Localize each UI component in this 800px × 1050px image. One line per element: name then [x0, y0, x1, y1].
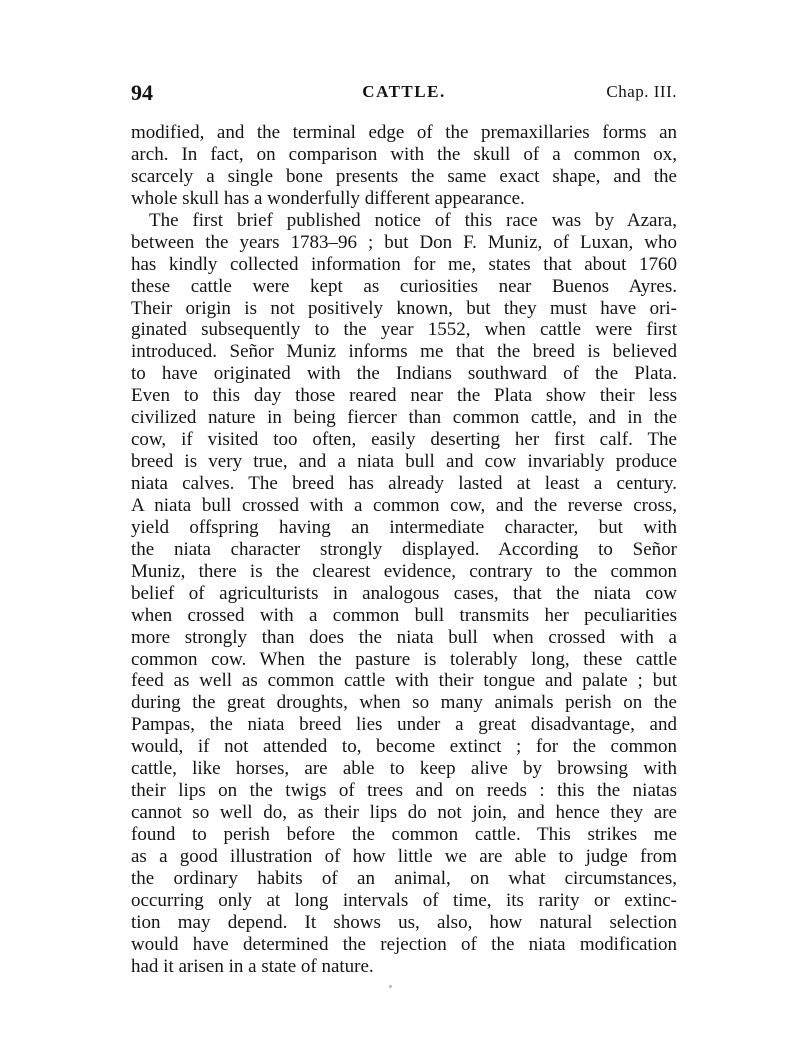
text-line: arch. In fact, on comparison with the skull of a common ox,	[131, 143, 677, 165]
text-line: to have originated with the Indians southward of the Plata.	[131, 363, 677, 385]
text-line: cow, if visited too often, easily deserting her first calf. The	[131, 429, 677, 451]
text-line: as a good illustration of how little we are able to judge from	[131, 845, 677, 867]
running-head	[131, 80, 677, 110]
text-line: civilized nature in being fiercer than common cattle, and in the	[131, 407, 677, 429]
page-number: 94	[131, 80, 153, 105]
text-line: feed as well as common cattle with their tongue and palate ; but	[131, 670, 677, 692]
text-line: had it arisen in a state of nature.	[131, 955, 374, 977]
text-line: during the great droughts, when so many animals perish on the	[131, 692, 677, 714]
paragraph-first-line: The first brief published notice of this race was by Azara,	[149, 209, 677, 231]
text-line: found to perish before the common cattle. This strikes me	[131, 824, 677, 845]
text-line: their lips on the twigs of trees and on reeds : this the niatas	[131, 780, 677, 802]
text-line: between the years 1783–96 ; but Don F. Muniz, of Luxan, who	[131, 231, 677, 253]
print-speck	[389, 985, 392, 988]
text-line: these cattle were kept as curiosities near Buenos Ayres.	[131, 275, 677, 297]
text-line: would have determined the rejection of the niata modification	[131, 933, 677, 955]
text-line: breed is very true, and a niata bull and cow invariably produce	[131, 451, 677, 473]
text-line: ginated subsequently to the year 1552, when cattle were first	[131, 319, 677, 341]
text-line: cannot so well do, as their lips do not join, and hence they are	[131, 802, 677, 824]
text-line: would, if not attended to, become extinct ; for the common	[131, 736, 677, 758]
text-line: Muniz, there is the clearest evidence, contrary to the common	[131, 560, 677, 582]
chapter-label: Chap. III.	[606, 82, 677, 101]
text-line: belief of agriculturists in analogous cases, that the niata cow	[131, 582, 677, 604]
text-line: more strongly than does the niata bull when crossed with a	[131, 626, 677, 648]
text-line: has kindly collected information for me, states that about 1760	[131, 253, 677, 275]
text-line: Even to this day those reared near the Plata show their less	[131, 385, 677, 407]
text-line: common cow. When the pasture is tolerably long, these cattle	[131, 648, 677, 670]
text-line: when crossed with a common bull transmits her peculiarities	[131, 604, 677, 626]
text-line: scarcely a single bone presents the same exact shape, and the	[131, 165, 677, 187]
text-line: A niata bull crossed with a common cow, and the reverse cross,	[131, 494, 677, 516]
text-line: yield offspring having an intermediate character, but with	[131, 516, 677, 538]
text-line: niata calves. The breed has already lasted at least a century.	[131, 473, 677, 494]
text-line: cattle, like horses, are able to keep alive by browsing with	[131, 758, 677, 780]
text-line: modified, and the terminal edge of the premaxillaries forms an	[131, 122, 677, 143]
text-line: the niata character strongly displayed. According to Señor	[131, 538, 677, 560]
running-title: CATTLE.	[362, 82, 446, 101]
text-line: Their origin is not positively known, but they must have ori-	[131, 297, 677, 319]
text-line: occurring only at long intervals of time, its rarity or extinc-	[131, 889, 677, 911]
text-line: tion may depend. It shows us, also, how natural selection	[131, 911, 677, 933]
text-line: Pampas, the niata breed lies under a great disadvantage, and	[131, 714, 677, 736]
text-line: the ordinary habits of an animal, on what circumstances,	[131, 867, 677, 889]
body-text	[131, 122, 677, 978]
text-line: whole skull has a wonderfully different appearance.	[131, 187, 525, 209]
text-line: introduced. Señor Muniz informs me that the breed is believed	[131, 341, 677, 363]
